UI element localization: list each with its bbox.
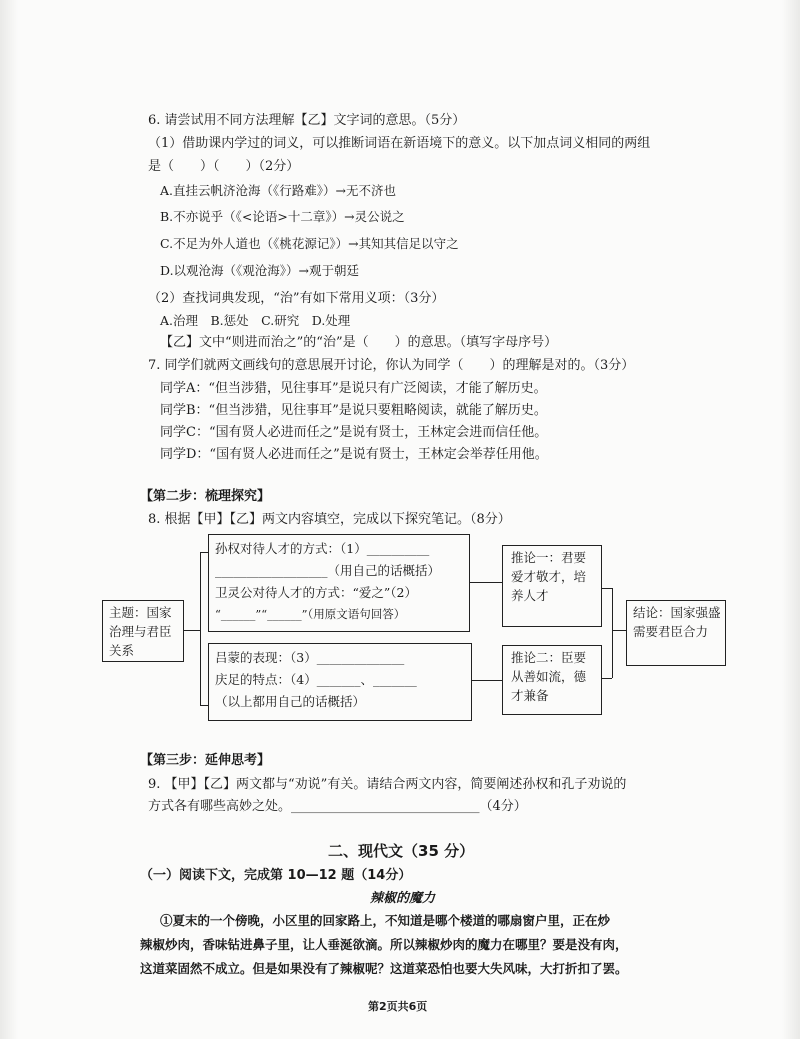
section2-heading: 二、现代文（35 分） [328, 842, 475, 860]
q7-item-b: 同学B：“但当涉猎，见往事耳”是说只要粗略阅读，就能了解历史。 [160, 403, 547, 418]
q7-item-c: 同学C：“国有贤人必进而任之”是说有贤士，王林定会进而信任他。 [160, 425, 548, 440]
article-para-line3: 这道菜固然不成立。但是如果没有了辣椒呢？这道菜恐怕也要大失风味，大打折扣了罢。 [140, 961, 628, 976]
q6-part2: （2）查找词典发现，“治”有如下常用义项：（3分） [148, 291, 445, 306]
article-title: 辣椒的魔力 [370, 891, 436, 906]
box1-line3: 卫灵公对待人才的方式：“爱之”（2） [215, 585, 417, 600]
q7-item-a: 同学A：“但当涉猎，见往事耳”是说只有广泛阅读，才能了解历史。 [160, 381, 547, 396]
q6-option-b: B.不亦说乎（《<论语>十二章》）→灵公说之 [160, 209, 405, 224]
inference-two-box [502, 645, 602, 715]
step3-label: 【第三步：延伸思考】 [140, 753, 271, 768]
inference-two-text: 推论二：臣要从善如流，德才兼备 [511, 650, 587, 703]
box1-line1: 孙权对待人才的方式：（1）__________ [215, 541, 430, 556]
box2-line2: 庆足的特点：（4）_______、_______ [215, 672, 417, 687]
inference-one-box [502, 545, 602, 627]
page-footer: 第2页共6页 [368, 1000, 428, 1013]
bracket-line [200, 552, 201, 706]
q6-option-c: C.不足为外人道也（《桃花源记》）→其知其信足以守之 [160, 236, 459, 251]
q7-item-d: 同学D：“国有贤人必进而任之”是说有贤士，王林定会举荐任用他。 [160, 447, 548, 462]
conclusion-text: 结论：国家强盛需要君臣合力 [633, 605, 721, 639]
topic-box [102, 600, 184, 662]
minister-traits-box [208, 643, 472, 721]
step2-label: 【第二步：梳理探究】 [140, 489, 271, 504]
article-para-line1: ①夏末的一个傍晚，小区里的回家路上，不知道是哪个楼道的哪扇窗户里，正在炒 [160, 913, 611, 928]
q6-part2-options: A.治理 B.惩处 C.研究 D.处理 [160, 313, 351, 328]
q6-part1-answer: 是（ ）（ ）（2分） [148, 159, 300, 174]
q6-option-a: A.直挂云帆济沧海（《行路难》）→无不济也 [160, 183, 396, 198]
conclusion-box [626, 600, 726, 666]
q6-part1: （1）借助课内学过的词义，可以推断词语在新语境下的意义。以下加点词义相同的两组 [148, 136, 651, 151]
q6-stem: 6. 请尝试用不同方法理解【乙】文字词的意思。（5分） [148, 113, 466, 128]
q8-stem: 8. 根据【甲】【乙】两文内容填空，完成以下探究笔记。（8分） [148, 512, 511, 527]
article-para-line2: 辣椒炒肉，香味钻进鼻子里，让人垂涎欲滴。所以辣椒炒肉的魔力在哪里？要是没有肉， [140, 937, 628, 952]
box2-line3: （以上都用自己的话概括） [215, 694, 366, 709]
inference-one-text: 推论一：君要爱才敬才，培养人才 [511, 550, 587, 603]
q6-part2-question: 【乙】文中“则进而治之”的“治”是（ ）的意思。（填写字母序号） [160, 335, 558, 350]
box2-line1: 吕蒙的表现：（3）______________ [215, 650, 405, 665]
box1-line4: “______”“______”（用原文语句回答） [215, 607, 406, 621]
topic-text: 主题：国家治理与君臣关系 [109, 605, 172, 658]
q7-stem: 7. 同学们就两文画线句的意思展开讨论，你认为同学（ ）的理解是对的。（3分） [148, 358, 635, 373]
box1-line2: __________________（用自己的话概括） [215, 563, 441, 578]
q9-line2: 方式各有哪些高妙之处。_____________________________（4分） [148, 799, 527, 814]
section2-subheading: （一）阅读下文，完成第 10—12 题（14分） [140, 868, 412, 883]
ruler-methods-box [208, 534, 470, 632]
q9-line1: 9. 【甲】【乙】两文都与“劝说”有关。请结合两文内容，简要阐述孙权和孔子劝说的 [148, 777, 627, 792]
q6-option-d: D.以观沧海（《观沧海》）→观于朝廷 [160, 263, 360, 278]
